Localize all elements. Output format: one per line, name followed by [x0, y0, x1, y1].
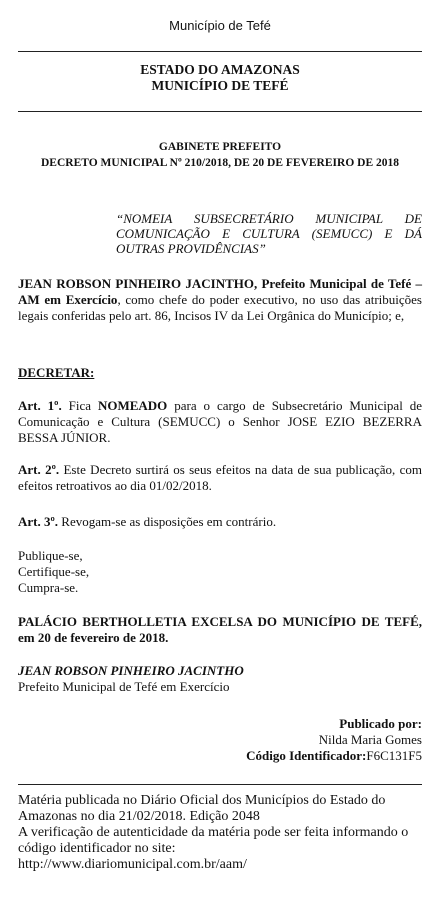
codigo-identificador — [18, 748, 422, 764]
page-header-municipio: Município de Tefé — [169, 18, 271, 33]
cumpra-se: Cumpra-se. — [18, 580, 79, 595]
gabinete-label: GABINETE PREFEITO — [158, 141, 282, 153]
article-1-label: Art. 1º. — [18, 398, 62, 413]
preamble-text: , como chefe do poder executivo, no uso das atribuições legais conferidas pelo art. 86, Incisos IV da Lei Orgânica do Município; e, — [18, 292, 422, 323]
article-3-text: Revogam-se as disposições em contrário. — [58, 514, 277, 529]
decree-heading — [0, 139, 440, 171]
footer-notice — [18, 793, 422, 873]
preamble-authority: JEAN ROBSON PINHEIRO JACINTHO, Prefeito Municipal de Tefé – AM em Exercício — [18, 276, 422, 307]
palacio-line: PALÁCIO BERTHOLLETIA EXCELSA DO MUNICÍPIO DE TEFÉ, em 20 de fevereiro de 2018. — [18, 614, 422, 645]
article-3-label: Art. 3º. — [18, 514, 59, 529]
signature-block — [18, 663, 422, 695]
decree-number: DECRETO MUNICIPAL Nº 210/2018, DE 20 DE FEVEREIRO DE 2018 — [41, 157, 399, 169]
article-2 — [18, 462, 422, 494]
top-divider — [18, 51, 422, 52]
decree-ementa: “NOMEIA SUBSECRETÁRIO MUNICIPAL DE COMUNICAÇÃO E CULTURA (SEMUCC) E DÁ OUTRAS PROVIDÊNCIAS” — [116, 211, 422, 256]
publicado-label: Publicado por: — [339, 716, 422, 731]
estado-title: ESTADO DO AMAZONAS — [140, 62, 300, 77]
article-1-pre: Fica — [61, 398, 98, 413]
footer-divider — [18, 784, 422, 785]
codigo-value: F6C131F5 — [366, 748, 422, 763]
title-divider — [18, 111, 422, 112]
publique-se: Publique-se, — [18, 548, 83, 563]
document-title — [0, 62, 440, 94]
article-1-text: para o cargo de Subsecretário Municipal de Comunicação e Cultura (SEMUCC) o Senhor JOSE EZIO BEZERRA BESSA JÚNIOR. — [18, 398, 423, 445]
article-1 — [18, 398, 422, 446]
municipio-title: MUNICÍPIO DE TEFÉ — [151, 78, 289, 93]
article-2-label: Art. 2º. — [18, 462, 60, 477]
signer-role: Prefeito Municipal de Tefé em Exercício — [18, 679, 230, 694]
codigo-label: Código Identificador: — [246, 748, 367, 763]
certifique-se: Certifique-se, — [18, 564, 90, 579]
signer-name: JEAN ROBSON PINHEIRO JACINTHO — [18, 663, 244, 678]
article-2-text: Este Decreto surtirá os seus efeitos na data de sua publicação, com efeitos retroativos ao dia 01/02/2018. — [18, 462, 422, 493]
publicado-name: Nilda Maria Gomes — [318, 732, 422, 747]
publication-info — [18, 716, 422, 764]
footer-site-link[interactable]: http://www.diariomunicipal.com.br/aam/ — [18, 857, 247, 872]
preamble-paragraph — [18, 276, 422, 324]
footer-publication-line: Matéria publicada no Diário Oficial dos Municípios do Estado do Amazonas no dia 21/02/2018. Edição 2048 — [18, 793, 386, 824]
decretar-heading: DECRETAR: — [18, 365, 95, 380]
footer-verification-line: A verificação de autenticidade da matéria pode ser feita informando o código identificador no site: — [18, 825, 409, 856]
closing-formulas — [18, 548, 422, 596]
article-3 — [18, 514, 422, 530]
article-1-nomeado: NOMEADO — [97, 398, 168, 413]
